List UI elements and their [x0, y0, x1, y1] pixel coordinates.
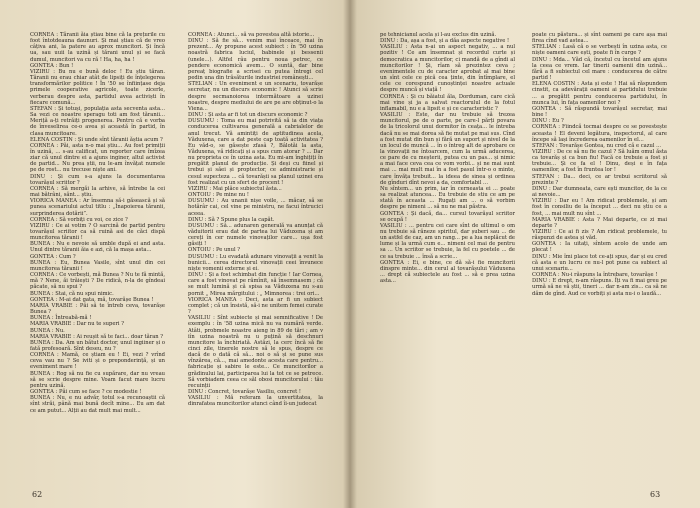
dialogue-paragraph: STEFAN : Și totuși, populația asta secventa asta... Sa vezi ce noastre speragu toti am fost tăranii... Meriță a-ți retrăiți progenerea. Pentru că e vorba de înveselirea ce-o avea și această în partid, în clasa muncitoare. — [30, 105, 165, 137]
dialogue-paragraph: DINU : Eu ? — [532, 118, 564, 125]
dialogue-paragraph: DINU : Dar dumneata, care ești muncitor, de la ce ai nevoie... — [532, 185, 667, 199]
right-page — [350, 0, 700, 508]
dialogue-paragraph: GONTEA : Bun ! — [30, 62, 74, 69]
dialogue-paragraph: ONTOIU : Pe mine nu ! — [188, 192, 250, 199]
dialogue-paragraph: CORNEA : Tăranii ăia știau bine că la prețurile cu foot întotdeauna daunuri. Și mai știau că de vreo câțiva ani, la patere au aprox muncitori. Și încă ua, sau uuii la uzină și tărani unul și se facă dumul, muncitori va cu ră ! Ha, ha, ha ! — [30, 32, 165, 63]
dialogue-paragraph: VIORICA MANEA : Deci, asta ar fi un subiect complet ; că un însistă, să-i ne unitem femei curate ? — [188, 296, 323, 316]
dialogue-paragraph: DUSUMU : Au unanii nișe voile, ... măcar, să se hotărâr cai, cel vine pe ministru, ne facui întrucici aceea. — [188, 198, 323, 217]
dialogue-paragraph: VIZIRU : Dar eu ! Am ridicat problemele, și am fost în consiliu de la început ... deci nu știu ce a fost, ... mai mult nu sînt ... — [532, 198, 667, 217]
dialogue-paragraph: BUNEA : Stai, că nu spui nimic. — [30, 290, 114, 297]
book-gutter — [343, 0, 357, 508]
dialogue-paragraph: VASILIU : Mă referam la unvertitatea, la dinrafatea muncitorilor atunci când îi-un judecat — [188, 395, 323, 408]
right-page-column-2 — [532, 32, 667, 297]
right-page-number: 63 — [650, 490, 661, 499]
dialogue-paragraph: DINU : Să ? Spune plus la capăt. — [188, 216, 275, 223]
dialogue-paragraph: CORNEA : Să vorbiți cu voi, ce zice ? — [30, 216, 128, 223]
left-page-number: 62 — [32, 490, 43, 499]
dialogue-paragraph: STEFAN : Da... deci, ce ar trebui scriitorul să prezinte ? — [532, 173, 667, 186]
dialogue-paragraph: Nu sîntem... un prim, iar în cerneasta ei ... poate sa realizat atuncea... Eu trebuie de stiu ce am pe stată în aceasta ... Rugați am ... o să vorbim despre pe nimeni ... să nu ne mai păstra. — [380, 185, 515, 211]
dialogue-paragraph: ONTOIU : Pe unul ? — [188, 247, 241, 254]
dialogue-paragraph: pe tehnicianul acela și l-au exclus din uzină. — [380, 32, 497, 38]
dialogue-paragraph: CORNEA : Și cu băiatul ăla, Dorduman, care cică mai vine și ja a salvat reactorulul de la fotul inflamabil, nu e a lipsit e și ce caracteristic ? — [380, 93, 515, 112]
dialogue-paragraph: CORNEA : Păi, asta n-o mai știu... Au fost primiții în uzină, ... s-au calificat, un reporter care îmîzea ziar că unul dintre ei a ajuns inginer, altul activist de partid... Nu prea știi, nu le-am învățat numele pe de rost... nu trecuse niște ani. — [30, 142, 165, 174]
dialogue-paragraph: GONTEA : Și dacă, da... cursul tovarășul scriitor se ocupă ! — [380, 210, 515, 223]
dialogue-paragraph: BUNEA : Rog să nu fie cu supărare, dar nu vreau să se scrie despre mine. Voam facut mare lucru pentru uzină. — [30, 370, 165, 389]
dialogue-paragraph: GONTEA : M-ai dat gata, mă, tovarășe Bunea ! — [30, 296, 154, 303]
dialogue-paragraph: DINU : Da, așa a fost, și a dăa aspecte negative ! — [380, 38, 510, 45]
dialogue-paragraph: DINU : Să fie să... venim mai înceace, mai în prezent... Ay propune acest subiect : în '50 uzina noastră fabrica luciul, babinele și bessenii (unele...). Altfel râu pentru noua petrec, ce pendere economică avem... O suntă, dar bine pereaț biografie a scrisei cu putea întregi cel pedin una din trăsăturile industriei românești... — [188, 38, 323, 82]
dialogue-paragraph: CORNEA : Ce vorbești, mă Bunea ? Nu te fă mintă, mă ? Nene, ăi trăiești ? De ridică, n-la de gîndeai păcate, să nu spui ? — [30, 272, 165, 291]
dialogue-paragraph: CORNEA : Să mergăi la arhive, să întrebe la cei mai bătrâni, sănt... știu. — [30, 185, 165, 199]
dialogue-paragraph: MARIA VRABIE : Ai reușit să te faci... doar tăran ? — [30, 333, 164, 340]
dialogue-paragraph: GONTEA : Să răspundă tovarășul secretar, mai bine ! — [532, 105, 667, 119]
dialogue-paragraph: BUNEA : Eu, Bunea Vasile, sînt unul din cei muncitorea tăranii ! — [30, 259, 165, 272]
dialogue-paragraph: ELENA COSTIN : Asta și este ! Hai să răspundem cinstit, ca adevărații oameni ai partidului trebuie ... a pregătit pentru conducerea partidului, în munca lui, în fața oamenilor noi ? — [532, 81, 667, 106]
dialogue-paragraph: DINU : E drept, n-am răspuns. Îți va fi mai greu pe urmă să ne vă știi, tineri ... dar n-am zis... ca să ne dăm de gînd. Aud ce vorbiți și asta nu-i o laudă... — [532, 278, 667, 297]
dialogue-paragraph: VASILIU : Este, dar nu trebuie să trezea muncitorul, pe de o parte, pe care-l părți povara de la tricolorul unui dormitor în ceața... le întreba dacă nu se mai dorea să fie mutat pe mai sus. Cînd a fost mutat din bun și fără un suport și nivel de la un locul de muncă ... în o întreg alt de aprobare ce la vinovații ne întoarcem, cum la urmă aducerea, ce pare de cu meșterii, putea cu un pas... și nimic a mai face ceva cea ce vom vorbi... și ne mai sunt mai ... mai mult mai în a fost pasul într-o o minte, care învăța trebuit... la ideea de sinea și ordinea de gînduri dînt nevoi a da, comfortabil ... — [380, 112, 515, 186]
dialogue-paragraph: DINU : Mda... Văd că, încetul cu încetul am ajuns la ceea ce vrem. Iar tinerii oamenii din uzină... fără a fi subiectul cel mare : conducerea de către partid ! — [532, 56, 667, 82]
dialogue-paragraph: VASILIU : Sînt subiecte și mai semnificative ! De exemplu : în '58 uzina mică nu va numără verde. Atâti, probmele noastre aieng in 89 de tări ; am v iîn uzina noastră nu u puțină să deschnuri muncitore la închiriată. Astăzi, la cerc încă să fie cinci zile, tinerele nostre să le spus, despre ce dacă de o dată că să... noi o să și se pune sus vînzărea, că..., mai amedonte acesta care pentru... fabricație și sabire le este... Ce muncitorilor a grădinului lai, participarea lui la tot ce se petrece. Să vorbiadem ceea ce săl obosi muncitorului : tău recuinții — [188, 315, 323, 389]
dialogue-paragraph: VASILIU : Asta n-ai un aspect negativ, ... a nul pozitiv ! Ce am însemnat și recordul curte și democratica a muncitorilor, ci mandă de a gîndi al muncitorilor ! Și, rîam să prezintez ceva ; evenimentele cu de caracter aprobat al mai bine un sînt cele ce pică cea ținte, din întîmplare, el cele ce corespund cunoștinței noastre actuale despre muncă și viață ! — [380, 44, 515, 94]
dialogue-paragraph: GONTEA : Ei, e bine, ce dă să-i fie muncitorii dinspre minte... din cerul al tovarășului Văduxena ... drept că subiectele au fost ... să e prea uzina asta... — [380, 259, 515, 285]
dialogue-paragraph: ELENA COSTIN : Și unde sînt tăranii ăștia acum ? — [30, 136, 163, 143]
dialogue-paragraph: DINU : Și asta ar fi tot un discurs economic ? — [188, 112, 308, 119]
dialogue-paragraph: MARIA VRABIE : Dar nu te superi ? — [30, 321, 124, 328]
dialogue-paragraph: poate cu păstura... și sînt oameni pe care așa mai firea cînd vad astea... — [532, 32, 667, 45]
dialogue-paragraph: CORNEA : Atunci... să va povestea altă istorie... — [188, 32, 315, 38]
dialogue-paragraph: DINU : Mie îmi place tot ce-ați spus, dar și eu cred că asta e un lucru ce nu-l pot pune ca subiect al unui scenariu... — [532, 253, 667, 272]
dialogue-paragraph: BUNEA : Nu. — [30, 327, 65, 334]
dialogue-paragraph: GONTEA : Cum ? — [30, 253, 76, 260]
right-page-column-1 — [380, 32, 515, 284]
dialogue-paragraph: GONTEA : Păi cum se face ? ce modestie ! — [30, 389, 142, 396]
dialogue-paragraph: DUSUMU : Să... adunaren generală va anunțat că văduitorii erau dat de partea lui Văduxena și am cereți în cer numele vinovaților care... ușa fost găsiți ! — [188, 222, 323, 248]
dialogue-paragraph: DINU : Și a fost schimbat din funcție ! Iar Cornea, care a fost vinovat pe rămînit, să însemnasem ; că se mult lumină și că spisa sa Văduxena nu s-au pornit „ Mirea mărgitului : „ Mimnorea : trei ori... — [188, 272, 323, 297]
dialogue-paragraph: BUNEA : Întreabă-mă ! — [30, 315, 92, 322]
dialogue-paragraph: DINU : Concret, tovarășe Vasiliu, concret ! — [188, 389, 301, 396]
dialogue-paragraph: GONTEA : Ia uitați, sîntem acolo de unde am plecat ! — [532, 241, 667, 254]
dialogue-paragraph: STELIAN : Lasă că o se verbești în uzina asta, ce niște oameni care ești, poate fi în curge ? — [532, 44, 667, 57]
dialogue-paragraph: VIZIRU : Bu nu e bună deloc ! Eu știu tăran. Tăranii nu erau chiar atât de lipsiți de înțelegerea transformărilor politice ! În '50 se înființase deja primele cooperative agricole, toate zicerle, verberau despre asta, partidul avea activiști în fiecare comună... — [30, 68, 165, 106]
left-page-column-2 — [188, 32, 323, 408]
dialogue-paragraph: BUNEA : Da. Am un bătut doctor, unul ingiiner și o fată profesoară. Sînt deseu, nu ? — [30, 339, 165, 352]
dialogue-paragraph: DUSUMU : Toma eu mai potrivită să ia din viața conducerea cultivarea generală a cabrialelor de anul trecut. Vă amintiți de aptitudinea acela, Văduxena, care a dat peste cap toată activitatea ? Eu văd-o, se găsește zfasâ ?, Bâlotăi la asta, Văduxena, vă ridicați și a spus cum atorar ? ... Dar nu proprieta ce în uzina asta. Eu mi-am înghițiți în pregătit planul de producție. Și deși cu fiinel și trebui și săei și proptector, ce administrarie și cesul supecteza ... că tovarășii sa planul uzinei era fost realizat cu un sfert de procent ! — [188, 118, 323, 186]
dialogue-paragraph: CORNEA : Fiindcă tocmai despre ce se povestește aceasta ! El deveni legătura, inspectorul, al care începe să lași încrederea oamenilor în el... — [532, 124, 667, 143]
dialogue-paragraph: DUSUMU : Lu evadată adunare vinovații a venit la bunicii... cerea directorul vinovații ceei învunece niște vomenii externe și ei. — [188, 253, 323, 272]
dialogue-paragraph: STEFAN : Tovarășe Gontea, nu cred că e cazul ... — [532, 142, 662, 149]
left-page-column-1 — [30, 32, 165, 414]
dialogue-paragraph: BUNEA : Nu, e nu advăr, totul s-a recunoaștii că sînt străi, până mai bună decît mine... Eu am dat ce am putut... Alții au dat mult mai mult... — [30, 395, 165, 414]
dialogue-paragraph: MARIA VRABIE : Asta ? Mai departe, ce zi mai departe ? — [532, 216, 667, 229]
dialogue-paragraph: CORNEA : Mamă, ce știam eu ! Ei, vezi ? vrînd ceva vau nu ? Se iviti și o preponderință, și un eveniment mare ! — [30, 352, 165, 371]
dialogue-paragraph: VIZIRU : Ce ai fi zis ? Am ridicat problemele, tu răspunzi de astea și văd. — [532, 229, 667, 242]
dialogue-paragraph: STELIAN : Un eveniment e un scenariu, tovarășe secretar, nu un discurs economic ! Atunci să scrie despre secmanoiorea intermătoare a uzinei noastre, despre mediului de are pe are obținut-o la Viena... — [188, 81, 323, 112]
dialogue-paragraph: VIZIRU : Mai plăce subiectul ăsta... — [188, 185, 282, 192]
dialogue-paragraph: DINU : Și cum s-a ajuns la documentarea tovarășul scriitor ? — [30, 173, 165, 186]
dialogue-paragraph: BUNEA : Nu e nevoie să umble după ei and asta. Unul dintre tăranii ăia e azi, că la mașa asta... — [30, 241, 165, 254]
dialogue-paragraph: VIZIRU : De ce să nu fie cazul ? Să luăm omul ăsta ca tovarăș și ca bun fiu! Facă ce trebuie a fost și trebuie... Și ce fa el ! Dinu, deși e în fața oamenilor, a fost în fruntea lor ! — [532, 148, 667, 174]
dialogue-paragraph: VIZIRU : Ce ai votim ? O sarcină de partid pentru tovarășul scriitor ca să ruină asi de căci dispă muncitorea tăranii ! — [30, 222, 165, 242]
dialogue-paragraph: CORNEA : Nu-i răspuns la întrebare, tovarășe ! — [532, 272, 658, 279]
dialogue-paragraph: VASILIU : ... pentru cei care sînt de ultimul o om nu trebuie să răneze spiritul, dar șuberi sau ... de un astfel de caz, am un rang... pe a lua neplăcut de lume și la urmă cum e... nimeni cel mai de pentru sa ... Un scriitor se trebuie, la fel cu poetele ... de ce sa trebuie ... însă a scrie... — [380, 222, 515, 260]
dialogue-paragraph: VIORICA MANEA : Ar însemna să-i găsească și să punea scenariului actul titlu : „Înapoierea tăranii, surprinderea dotării”. — [30, 198, 165, 217]
dialogue-paragraph: MARIA VRABIE : Păi să te întreb ceva, tovarășe Bunea ? — [30, 302, 165, 316]
